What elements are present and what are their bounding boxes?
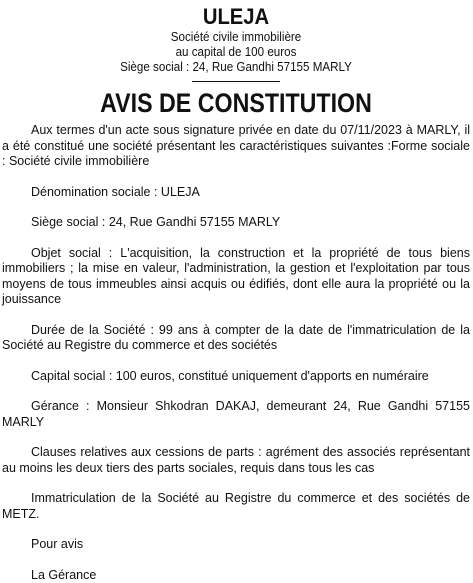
duration-paragraph: Durée de la Société : 99 ans à compter de la date de l'immatriculation de la Société au Registre du commerce et des sociétés [2,323,470,354]
denomination-paragraph: Dénomination sociale : ULEJA [2,185,470,201]
seat-paragraph: Siège social : 24, Rue Gandhi 57155 MARLY [2,215,470,231]
capital-paragraph: Capital social : 100 euros, constitué uniquement d'apports en numéraire [2,369,470,385]
signature-paragraph: La Gérance [2,568,470,583]
management-paragraph: Gérance : Monsieur Shkodran DAKAJ, demeurant 24, Rue Gandhi 57155 MARLY [2,399,470,430]
divider [192,81,280,82]
transfer-clause-paragraph: Clauses relatives aux cessions de parts : agrément des associés représentant au moins les deux tiers des parts sociales, requis dans tous les cas [2,445,470,476]
company-seat: Siège social : 24, Rue Gandhi 57155 MARLY [18,60,453,75]
closing-paragraph: Pour avis [2,537,470,553]
purpose-paragraph: Objet social : L'acquisition, la construction et la propriété de tous biens immobiliers ; la mise en valeur, l'administration, la gestion et l'exploitation par tous moyens de tous immeubles ainsi acquis ou édifiés, dont elle aura la propriété ou la jouissance [2,246,470,308]
company-type: Société civile immobilière [18,30,453,45]
registration-paragraph: Immatriculation de la Société au Registre du commerce et des sociétés de METZ. [2,491,470,522]
company-capital: au capital de 100 euros [18,45,453,60]
notice-body [2,123,470,583]
intro-paragraph: Aux termes d'un acte sous signature privée en date du 07/11/2023 à MARLY, il a été constitué une société présentant les caractéristiques suivantes :Forme sociale : Société civile immobilière [2,123,470,170]
notice-title: AVIS DE CONSTITUTION [35,88,437,118]
company-name: ULEJA [21,4,452,30]
